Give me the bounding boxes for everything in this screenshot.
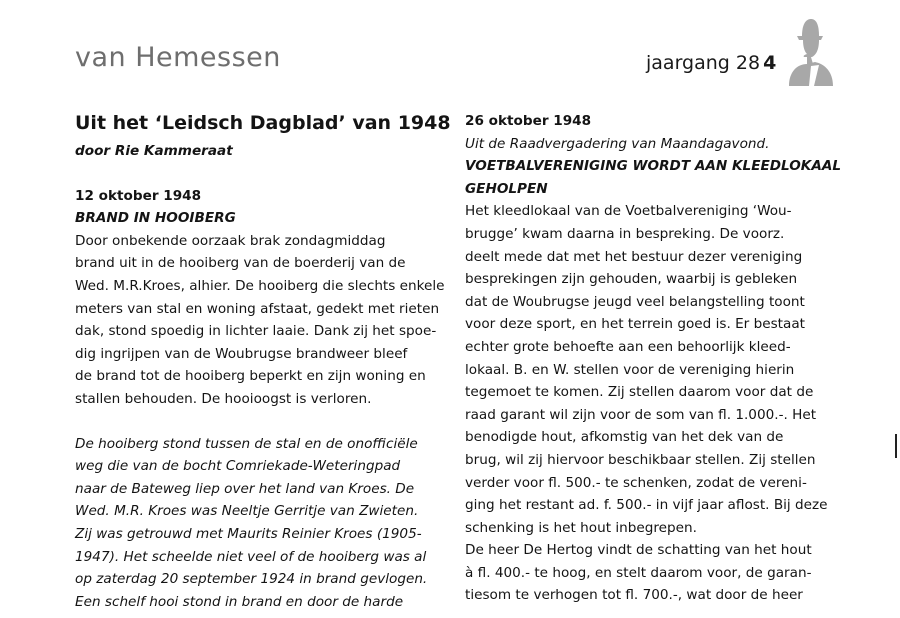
right-paragraph-1: [465, 200, 828, 539]
silhouette-logo-icon: [783, 14, 835, 86]
left-column: [75, 110, 451, 613]
heading-line: GEHOLPEN: [465, 180, 548, 197]
text-line: tegemoet te komen. Zij stellen daarom voor dat de: [465, 384, 814, 401]
text-line: lokaal. B. en W. stellen voor de vereniging hierin: [465, 361, 795, 378]
right-date: 26 oktober 1948: [465, 113, 592, 129]
left-paragraph-1: [75, 230, 445, 411]
text-line: tiesom te verhogen tot fl. 700.-, wat door de heer: [465, 587, 803, 604]
text-line: deelt mede dat met het bestuur dezer vereniging: [465, 248, 803, 265]
text-line: benodigde hout, afkomstig van het dek van de: [465, 429, 784, 446]
text-line: De hooiberg stond tussen de stal en de onofficiële: [75, 435, 418, 452]
text-line: dig ingrijpen van de Woubrugse brandweer bleef: [75, 345, 408, 362]
masthead-brand: van Hemessen: [75, 42, 281, 73]
issue-number: 4: [763, 52, 777, 74]
left-date: 12 oktober 1948: [75, 187, 202, 204]
text-line: verder voor fl. 500.- te schenken, zodat de vereni-: [465, 474, 807, 491]
text-line: de brand tot de hooiberg beperkt en zijn woning en: [75, 368, 426, 385]
article-title: Uit het ‘Leidsch Dagblad’ van 1948: [75, 112, 451, 134]
text-line: Wed. M.R. Kroes was Neeltje Gerritje van Zwieten.: [75, 503, 419, 520]
left-heading: BRAND IN HOOIBERG: [75, 210, 236, 227]
text-line: brug, wil zij hiervoor beschikbaar stellen. Zij stellen: [465, 451, 816, 468]
right-subtitle: Uit de Raadvergadering van Maandagavond.: [465, 135, 770, 152]
text-line: ging het restant ad. f. 500.- in vijf jaar aflost. Bij deze: [465, 497, 828, 514]
text-line: à fl. 400.- te hoog, en stelt daarom voor, de garan-: [465, 564, 812, 581]
text-line: echter grote behoefte aan een behoorlijk kleed-: [465, 338, 791, 355]
text-line: schenking is het hout inbegrepen.: [465, 519, 697, 536]
text-line: raad garant wil zijn voor de som van fl. 1.000.-. Het: [465, 406, 817, 423]
text-line: stallen behouden. De hooioogst is verloren.: [75, 390, 372, 407]
left-paragraph-2: [75, 433, 435, 614]
right-heading: [465, 155, 842, 200]
text-line: weg die van de bocht Comriekade-Weteringpad: [75, 458, 401, 475]
article-byline: door Rie Kammeraat: [75, 143, 233, 159]
text-line: De heer De Hertog vindt de schatting van het hout: [465, 542, 812, 559]
text-line: op zaterdag 20 september 1924 in brand gevlogen.: [75, 571, 428, 588]
right-column: [465, 110, 842, 607]
text-line: Wed. M.R.Kroes, alhier. De hooiberg die slechts enkele: [75, 277, 445, 294]
text-line: 1947). Het scheelde niet veel of de hooiberg was al: [75, 548, 427, 565]
text-line: naar de Bateweg liep over het land van Kroes. De: [75, 480, 415, 497]
text-line: meters van stal en woning afstaat, gedekt met rieten: [75, 300, 440, 317]
text-line: Het kleedlokaal van de Voetbalvereniging ‘Wou-: [465, 203, 792, 220]
text-cursor: [895, 434, 897, 458]
right-paragraph-2: [465, 539, 825, 607]
issue-label: [646, 52, 776, 74]
text-line: besprekingen zijn gehouden, waarbij is gebleken: [465, 271, 798, 288]
text-line: Door onbekende oorzaak brak zondagmiddag: [75, 232, 386, 249]
text-line: Zij was getrouwd met Maurits Reinier Kroes (1905-: [75, 525, 422, 542]
text-line: Een schelf hooi stond in brand en door de harde: [75, 593, 404, 610]
text-line: brugge’ kwam daarna in bespreking. De voorz.: [465, 225, 785, 242]
heading-line: VOETBALVERENIGING WORDT AAN KLEEDLOKAAL: [465, 158, 842, 175]
text-line: dak, stond spoedig in lichter laaie. Dank zij het spoe-: [75, 323, 437, 340]
text-line: voor deze sport, en het terrein goed is. Er bestaat: [465, 316, 805, 333]
text-line: dat de Woubrugse jeugd veel belangstelling toont: [465, 293, 805, 310]
text-line: brand uit in de hooiberg van de boerderij van de: [75, 255, 406, 272]
issue-volume: jaargang 28: [646, 52, 761, 74]
